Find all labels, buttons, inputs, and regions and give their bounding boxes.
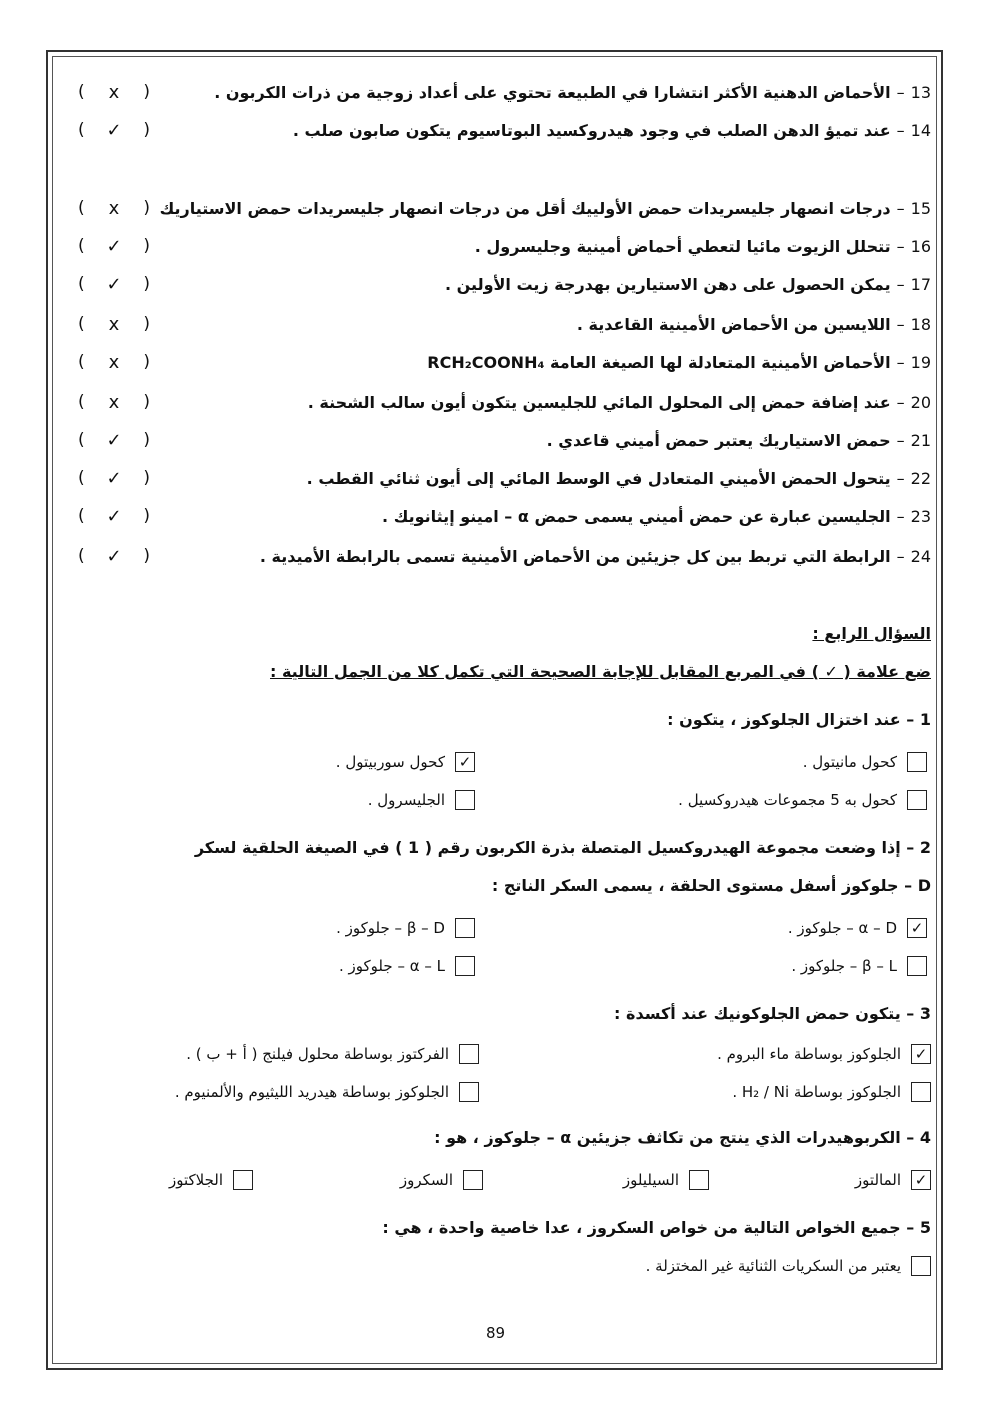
mark-symbol: ✓ — [106, 119, 122, 141]
paren-open: ( — [78, 236, 85, 256]
option-label: الجليسرول . — [367, 791, 445, 809]
paren-open: ( — [78, 274, 85, 294]
item-number: 15 — [910, 198, 931, 218]
option-label: المالتوز — [854, 1171, 901, 1189]
tf-item — [70, 386, 931, 418]
checkbox[interactable] — [689, 1170, 709, 1190]
item-dash: – — [896, 274, 905, 294]
checkbox[interactable]: ✓ — [911, 1170, 931, 1190]
paren-open: ( — [78, 506, 85, 526]
option-label: الفركتوز بوساطة محلول فيلنج ( أ + ب ) . — [186, 1045, 449, 1063]
paren-close: ) — [143, 236, 150, 256]
paren-open: ( — [78, 120, 85, 140]
item-text: حمض الاستياريك يعتبر حمض أميني قاعدي . — [546, 430, 891, 450]
q3-option-2[interactable] — [186, 1044, 479, 1064]
mark-symbol: x — [108, 81, 120, 103]
checkbox[interactable] — [455, 956, 475, 976]
tf-item — [70, 424, 931, 456]
paren-close: ) — [143, 392, 150, 412]
checkbox[interactable] — [463, 1170, 483, 1190]
question-5: 5 – جميع الخواص التالية من خواص السكروز ، عدا خاصية واحدة ، هي : — [382, 1218, 931, 1237]
item-dash: – — [896, 430, 905, 450]
item-dash: – — [896, 236, 905, 256]
item-text: عند تميؤ الدهن الصلب في وجود هيدروكسيد البوتاسيوم يتكون صابون صلب . — [292, 120, 891, 140]
mark-symbol: ✓ — [106, 429, 122, 451]
tf-item — [70, 540, 931, 572]
item-dash: – — [896, 506, 905, 526]
item-dash: – — [896, 198, 905, 218]
option-label: الجلوكوز بوساطة H₂ / Ni . — [732, 1083, 901, 1101]
mark-symbol: x — [108, 313, 120, 335]
answer-mark — [78, 386, 150, 418]
q3-option-3[interactable] — [732, 1082, 931, 1102]
q1-option-2[interactable] — [336, 752, 475, 772]
checkbox[interactable] — [911, 1256, 931, 1276]
option-label: السيليلوز — [622, 1171, 679, 1189]
paren-close: ) — [143, 314, 150, 334]
item-number: 14 — [910, 120, 931, 140]
item-dash: – — [896, 392, 905, 412]
answer-mark — [78, 268, 150, 300]
checkbox[interactable]: ✓ — [911, 1044, 931, 1064]
answer-mark — [78, 308, 150, 340]
item-text: اللايسين من الأحماض الأمينية القاعدية . — [576, 314, 891, 334]
item-text: الرابطة التي تربط بين كل جزيئين من الأحماض الأمينية تسمى بالرابطة الأميدية . — [259, 546, 891, 566]
paren-open: ( — [78, 82, 85, 102]
item-text: يمكن الحصول على دهن الاستيارين بهدرجة زيت الأولين . — [444, 274, 891, 294]
paren-close: ) — [143, 198, 150, 218]
mark-symbol: ✓ — [106, 545, 122, 567]
tf-item — [70, 192, 931, 224]
item-number: 17 — [910, 274, 931, 294]
item-number: 23 — [910, 506, 931, 526]
question-4: 4 – الكربوهيدرات الذي ينتج من تكاثف جزيئين α – جلوكوز ، هو : — [434, 1128, 931, 1147]
paren-open: ( — [78, 468, 85, 488]
item-text: الأحماض الدهنية الأكثر انتشارا في الطبيعة تحتوي على أعداد زوجية من ذرات الكربون . — [214, 82, 891, 102]
paren-open: ( — [78, 352, 85, 372]
paren-open: ( — [78, 430, 85, 450]
item-text: الأحماض الأمينية المتعادلة لها الصيغة العامة RCH₂COONH₄ — [427, 352, 891, 372]
paren-close: ) — [143, 546, 150, 566]
item-dash: – — [896, 120, 905, 140]
checkbox[interactable] — [459, 1082, 479, 1102]
item-text: يتحول الحمض الأميني المتعادل في الوسط المائي إلى أيون ثنائي القطب . — [306, 468, 891, 488]
paren-close: ) — [143, 468, 150, 488]
answer-mark — [78, 192, 150, 224]
tf-item — [70, 230, 931, 262]
q2-option-4[interactable] — [339, 956, 475, 976]
tf-item — [70, 308, 931, 340]
item-dash: – — [896, 352, 905, 372]
item-number: 20 — [910, 392, 931, 412]
mark-symbol: x — [108, 391, 120, 413]
q3-option-1[interactable] — [717, 1044, 931, 1064]
q1-option-3[interactable] — [678, 790, 927, 810]
option-label: α – L – جلوكوز . — [339, 957, 445, 975]
q1-option-4[interactable] — [368, 790, 475, 810]
item-dash: – — [896, 468, 905, 488]
item-number: 22 — [910, 468, 931, 488]
checkbox[interactable]: ✓ — [455, 752, 475, 772]
tf-item — [70, 346, 931, 378]
item-text: درجات انصهار جليسريدات حمض الأولييك أقل من درجات انصهار جليسريدات حمض الاستياريك — [159, 198, 891, 218]
answer-mark — [78, 462, 150, 494]
paren-open: ( — [78, 198, 85, 218]
option-label: الجلاكتوز — [168, 1171, 223, 1189]
tf-item — [70, 500, 931, 532]
option-label: الجلوكوز بوساطة ماء البروم . — [717, 1045, 901, 1063]
tf-item — [70, 462, 931, 494]
answer-mark — [78, 424, 150, 456]
item-number: 24 — [910, 546, 931, 566]
item-number: 21 — [910, 430, 931, 450]
item-text: عند إضافة حمض إلى المحلول المائي للجليسين يتكون أيون سالب الشحنة . — [307, 392, 891, 412]
mark-symbol: ✓ — [106, 273, 122, 295]
option-label: β – L – جلوكوز . — [791, 957, 897, 975]
answer-mark — [78, 500, 150, 532]
checkbox[interactable] — [459, 1044, 479, 1064]
item-dash: – — [896, 546, 905, 566]
question-3: 3 – يتكون حمض الجلوكونيك عند أكسدة : — [614, 1004, 931, 1023]
item-text: تتحلل الزيوت مائيا لتعطي أحماض أمينية وجليسرول . — [474, 236, 891, 256]
item-number: 19 — [910, 352, 931, 372]
paren-open: ( — [78, 392, 85, 412]
item-number: 16 — [910, 236, 931, 256]
answer-mark — [78, 114, 150, 146]
q5-option-1[interactable] — [646, 1256, 931, 1276]
paren-open: ( — [78, 314, 85, 334]
paren-close: ) — [143, 274, 150, 294]
question-2-line-2: D – جلوكوز أسفل مستوى الحلقة ، يسمى السكر الناتج : — [491, 876, 931, 895]
answer-mark — [78, 346, 150, 378]
option-label: يعتبر من السكريات الثنائية غير المختزلة . — [645, 1257, 901, 1275]
question-1: 1 – عند اختزال الجلوكوز ، يتكون : — [667, 710, 931, 729]
option-label: كحول به 5 مجموعات هيدروكسيل . — [678, 791, 897, 809]
question-2-line-1: 2 – إذا وضعت مجموعة الهيدروكسيل المتصلة بذرة الكربون رقم ( 1 ) في الصيغة الحلقية لسكر — [194, 838, 931, 857]
answer-mark — [78, 76, 150, 108]
checkbox[interactable]: ✓ — [907, 918, 927, 938]
q1-option-1[interactable] — [803, 752, 927, 772]
q4-option-1[interactable] — [855, 1170, 931, 1190]
q2-option-1[interactable] — [788, 918, 927, 938]
checkbox[interactable] — [907, 790, 927, 810]
paren-close: ) — [143, 82, 150, 102]
item-number: 13 — [910, 82, 931, 102]
option-label: كحول سوربيتول . — [335, 753, 445, 771]
paren-close: ) — [143, 430, 150, 450]
option-label: β – D – جلوكوز . — [336, 919, 445, 937]
mark-symbol: x — [108, 197, 120, 219]
option-label: السكروز — [399, 1171, 453, 1189]
q4-option-2[interactable] — [623, 1170, 709, 1190]
paren-close: ) — [143, 506, 150, 526]
mark-symbol: ✓ — [106, 235, 122, 257]
option-label: كحول مانيتول . — [802, 753, 897, 771]
section-title: السؤال الرابع : — [812, 624, 931, 643]
answer-mark — [78, 540, 150, 572]
checkbox[interactable] — [911, 1082, 931, 1102]
q3-option-4[interactable] — [175, 1082, 479, 1102]
checkbox[interactable] — [907, 956, 927, 976]
q2-option-2[interactable] — [336, 918, 475, 938]
paren-open: ( — [78, 546, 85, 566]
paren-close: ) — [143, 120, 150, 140]
item-dash: – — [896, 314, 905, 334]
checkbox[interactable] — [907, 752, 927, 772]
q2-option-3[interactable] — [791, 956, 927, 976]
page-number: 89 — [485, 1324, 506, 1342]
item-dash: – — [896, 82, 905, 102]
answer-mark — [78, 230, 150, 262]
q4-option-3[interactable] — [400, 1170, 483, 1190]
option-label: الجلوكوز بوساطة هيدريد الليثيوم والألمنيوم . — [174, 1083, 449, 1101]
checkbox[interactable] — [233, 1170, 253, 1190]
item-text: الجليسين عبارة عن حمض أميني يسمى حمض α – امينو إيثانويك . — [382, 506, 891, 526]
tf-item — [70, 114, 931, 146]
item-number: 18 — [910, 314, 931, 334]
tf-item — [70, 76, 931, 108]
instruction-text: ضع علامة ( ✓ ) في المربع المقابل للإجابة الصحيحة التي تكمل كلا من الجمل التالية : — [270, 662, 931, 681]
q4-option-4[interactable] — [169, 1170, 253, 1190]
mark-symbol: ✓ — [106, 505, 122, 527]
checkbox[interactable] — [455, 790, 475, 810]
option-label: α – D – جلوكوز . — [787, 919, 897, 937]
tf-item — [70, 268, 931, 300]
paren-close: ) — [143, 352, 150, 372]
checkbox[interactable] — [455, 918, 475, 938]
mark-symbol: x — [108, 351, 120, 373]
mark-symbol: ✓ — [106, 467, 122, 489]
